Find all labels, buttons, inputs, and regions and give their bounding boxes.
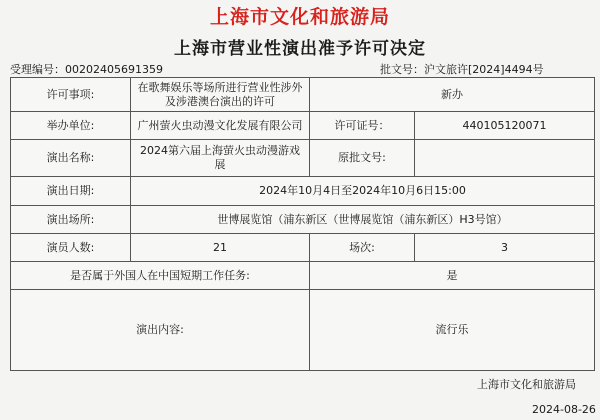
- table-row: [11, 290, 595, 371]
- permit-item-label: 许可事项:: [11, 78, 131, 112]
- performance-date-value: 2024年10月4日至2024年10月6日15:00: [131, 177, 595, 206]
- foreign-worker-label: 是否属于外国人在中国短期工作任务:: [11, 262, 310, 290]
- approval-number-value: 沪文旅许[2024]4494号: [424, 63, 544, 76]
- permit-table: [10, 77, 595, 371]
- show-name-value: 2024第六届上海萤火虫动漫游戏展: [131, 140, 310, 177]
- table-row: [11, 140, 595, 177]
- document-title: 上海市营业性演出准予许可决定: [174, 39, 426, 59]
- foreign-worker-value: 是: [310, 262, 595, 290]
- permit-type-value: 新办: [310, 78, 595, 112]
- organizer-value: 广州萤火虫动漫文化发展有限公司: [131, 112, 310, 140]
- license-value: 440105120071: [415, 112, 595, 140]
- content-value: 流行乐: [310, 290, 595, 371]
- show-name-label: 演出名称:: [11, 140, 131, 177]
- table-row: [11, 234, 595, 262]
- table-row: [11, 262, 595, 290]
- issuing-authority-header: 上海市文化和旅游局: [209, 6, 390, 28]
- organizer-label: 举办单位:: [11, 112, 131, 140]
- original-doc-value: [415, 140, 595, 177]
- table-row: [11, 206, 595, 234]
- footer-authority: 上海市文化和旅游局: [477, 378, 576, 391]
- permit-item-value: 在歌舞娱乐等场所进行营业性涉外及涉港澳台演出的许可: [131, 78, 310, 112]
- license-label: 许可证号：: [310, 112, 415, 140]
- venue-value: 世博展览馆（浦东新区（世博展览馆（浦东新区）H3号馆）: [131, 206, 595, 234]
- sessions-label: 场次:: [310, 234, 415, 262]
- performance-date-label: 演出日期:: [11, 177, 131, 206]
- sessions-value: 3: [415, 234, 595, 262]
- performers-label: 演员人数:: [11, 234, 131, 262]
- performers-value: 21: [131, 234, 310, 262]
- issue-date: 2024-08-26: [532, 403, 596, 416]
- acceptance-number: [10, 61, 163, 77]
- table-row: [11, 78, 595, 112]
- acceptance-number-label: 受理编号：: [10, 63, 65, 76]
- venue-label: 演出场所:: [11, 206, 131, 234]
- table-row: [11, 112, 595, 140]
- approval-document-number: [380, 61, 544, 77]
- content-label: 演出内容:: [11, 290, 310, 371]
- original-doc-label: 原批文号:: [310, 140, 415, 177]
- acceptance-number-value: 00202405691359: [65, 63, 163, 76]
- approval-number-label: 批文号：: [380, 63, 424, 76]
- table-row: [11, 177, 595, 206]
